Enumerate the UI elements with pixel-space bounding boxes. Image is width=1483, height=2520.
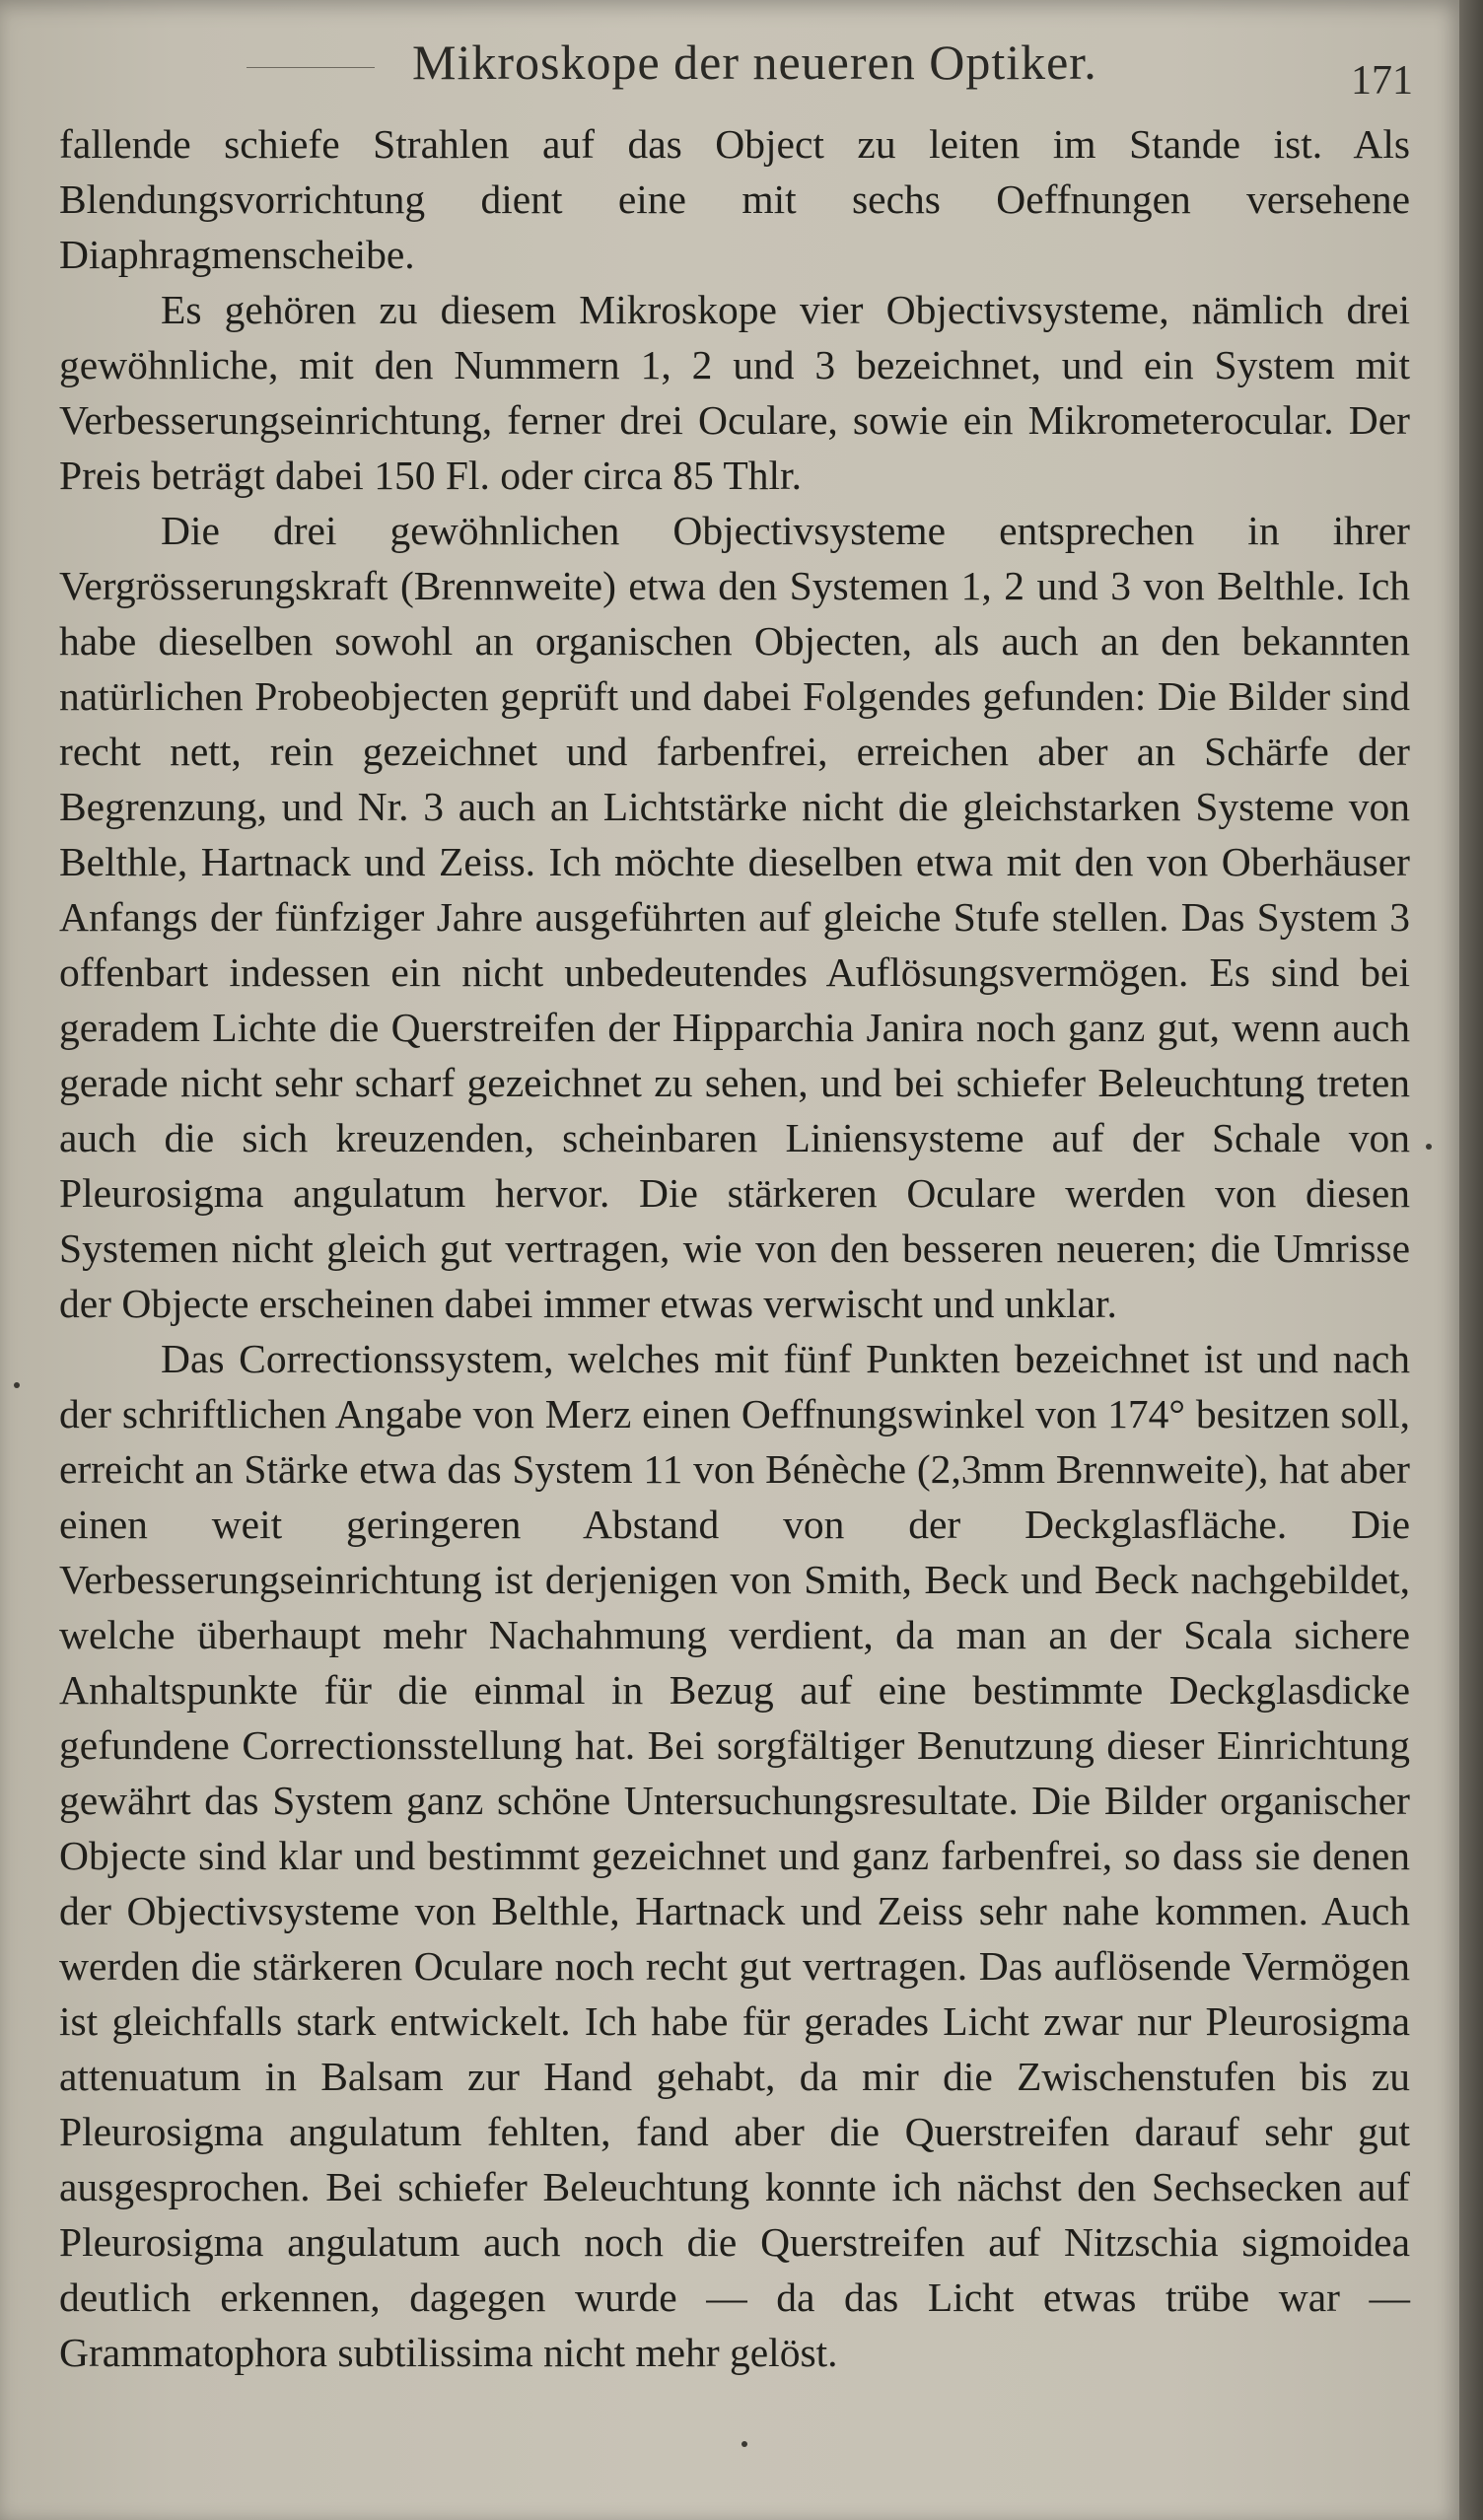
ink-speck — [742, 2441, 747, 2447]
page-edge-shadow — [1459, 0, 1483, 2520]
body-text — [59, 116, 1410, 2380]
ink-speck — [1426, 1144, 1432, 1150]
running-header — [0, 28, 1459, 104]
page-number: 171 — [1351, 58, 1413, 104]
header-rule — [247, 67, 375, 68]
paragraph-objective-systems: Es gehören zu diesem Mikroskope vier Objectivsysteme, nämlich drei gewöhnliche, mit den Nummern 1, 2 und 3 bezeichnet, und ein System mit Verbesserungseinrichtung, ferner drei Oculare, sowie ein Mikrometerocular. Der Preis beträgt dabei 150 Fl. oder circa 85 Thlr. — [59, 287, 1410, 498]
ink-speck — [14, 1382, 20, 1388]
paragraph-correction-system: Das Correctionssystem, welches mit fünf Punkten bezeichnet ist und nach der schriftlichen Angabe von Merz einen Oeffnungswinkel von 174° besitzen soll, erreicht an Stärke etwa das System 11 von Bénèche (2,3mm Brennweite), hat aber einen weit geringeren Abstand von der Deckglasfläche. Die Verbesserungseinrichtung ist derjenigen von Smith, Beck und Beck nachgebildet, welche überhaupt mehr Nachahmung verdient, da man an der Scala sichere Anhaltspunkte für die einmal in Bezug auf eine bestimmte Deckglasdicke gefundene Correctionsstellung hat. Bei sorgfältiger Benutzung dieser Einrichtung gewährt das System ganz schöne Untersuchungsresultate. Die Bilder organischer Objecte sind klar und bestimmt gezeichnet und ganz farbenfrei, so dass sie denen der Objectivsysteme von Belthle, Hartnack und Zeiss sehr nahe kommen. Auch werden die stärkeren Oculare noch recht gut vertragen. Das auflösende Vermögen ist gleichfalls stark entwickelt. Ich habe für gerades Licht zwar nur Pleurosigma attenuatum in Balsam zur Hand gehabt, da mir die Zwischenstufen bis zu Pleurosigma angulatum fehlten, fand aber die Querstreifen darauf sehr gut ausgesprochen. Bei schiefer Beleuchtung konnte ich nächst den Sechsecken auf Pleurosigma angulatum auch noch die Querstreifen auf Nitzschia sigmoidea deutlich erkennen, dagegen wurde — da das Licht etwas trübe war — Grammatophora subtilissima nicht mehr gelöst. — [59, 1336, 1410, 2375]
running-title: Mikroskope der neueren Optiker. — [412, 35, 1097, 90]
paragraph-ordinary-objectives: Die drei gewöhnlichen Objectivsysteme entsprechen in ihrer Vergrösserungskraft (Brennweite) etwa den Systemen 1, 2 und 3 von Belthle. Ich habe dieselben sowohl an organischen Objecten, als auch an den bekannten natürlichen Probeobjecten geprüft und dabei Folgendes gefunden: Die Bilder sind recht nett, rein gezeichnet und farbenfrei, erreichen aber an Schärfe der Begrenzung, und Nr. 3 auch an Lichtstärke nicht die gleichstarken Systeme von Belthle, Hartnack und Zeiss. Ich möchte dieselben etwa mit den von Oberhäuser Anfangs der fünfziger Jahre ausgeführten auf gleiche Stufe stellen. Das System 3 offenbart indessen ein nicht unbedeutendes Auflösungsvermögen. Es sind bei geradem Lichte die Querstreifen der Hipparchia Janira noch ganz gut, wenn auch gerade nicht sehr scharf gezeichnet zu sehen, und bei schiefer Beleuchtung treten auch die sich kreuzenden, scheinbaren Liniensysteme auf der Schale von Pleurosigma angulatum hervor. Die stärkeren Oculare werden von diesen Systemen nicht gleich gut vertragen, wie von den besseren neueren; die Umrisse der Objecte erscheinen dabei immer etwas verwischt und unklar. — [59, 508, 1410, 1326]
paragraph-continuation: fallende schiefe Strahlen auf das Object zu leiten im Stande ist. Als Blendungsvorrichtung dient eine mit sechs Oeffnungen versehene Diaphragmenscheibe. — [59, 121, 1410, 277]
